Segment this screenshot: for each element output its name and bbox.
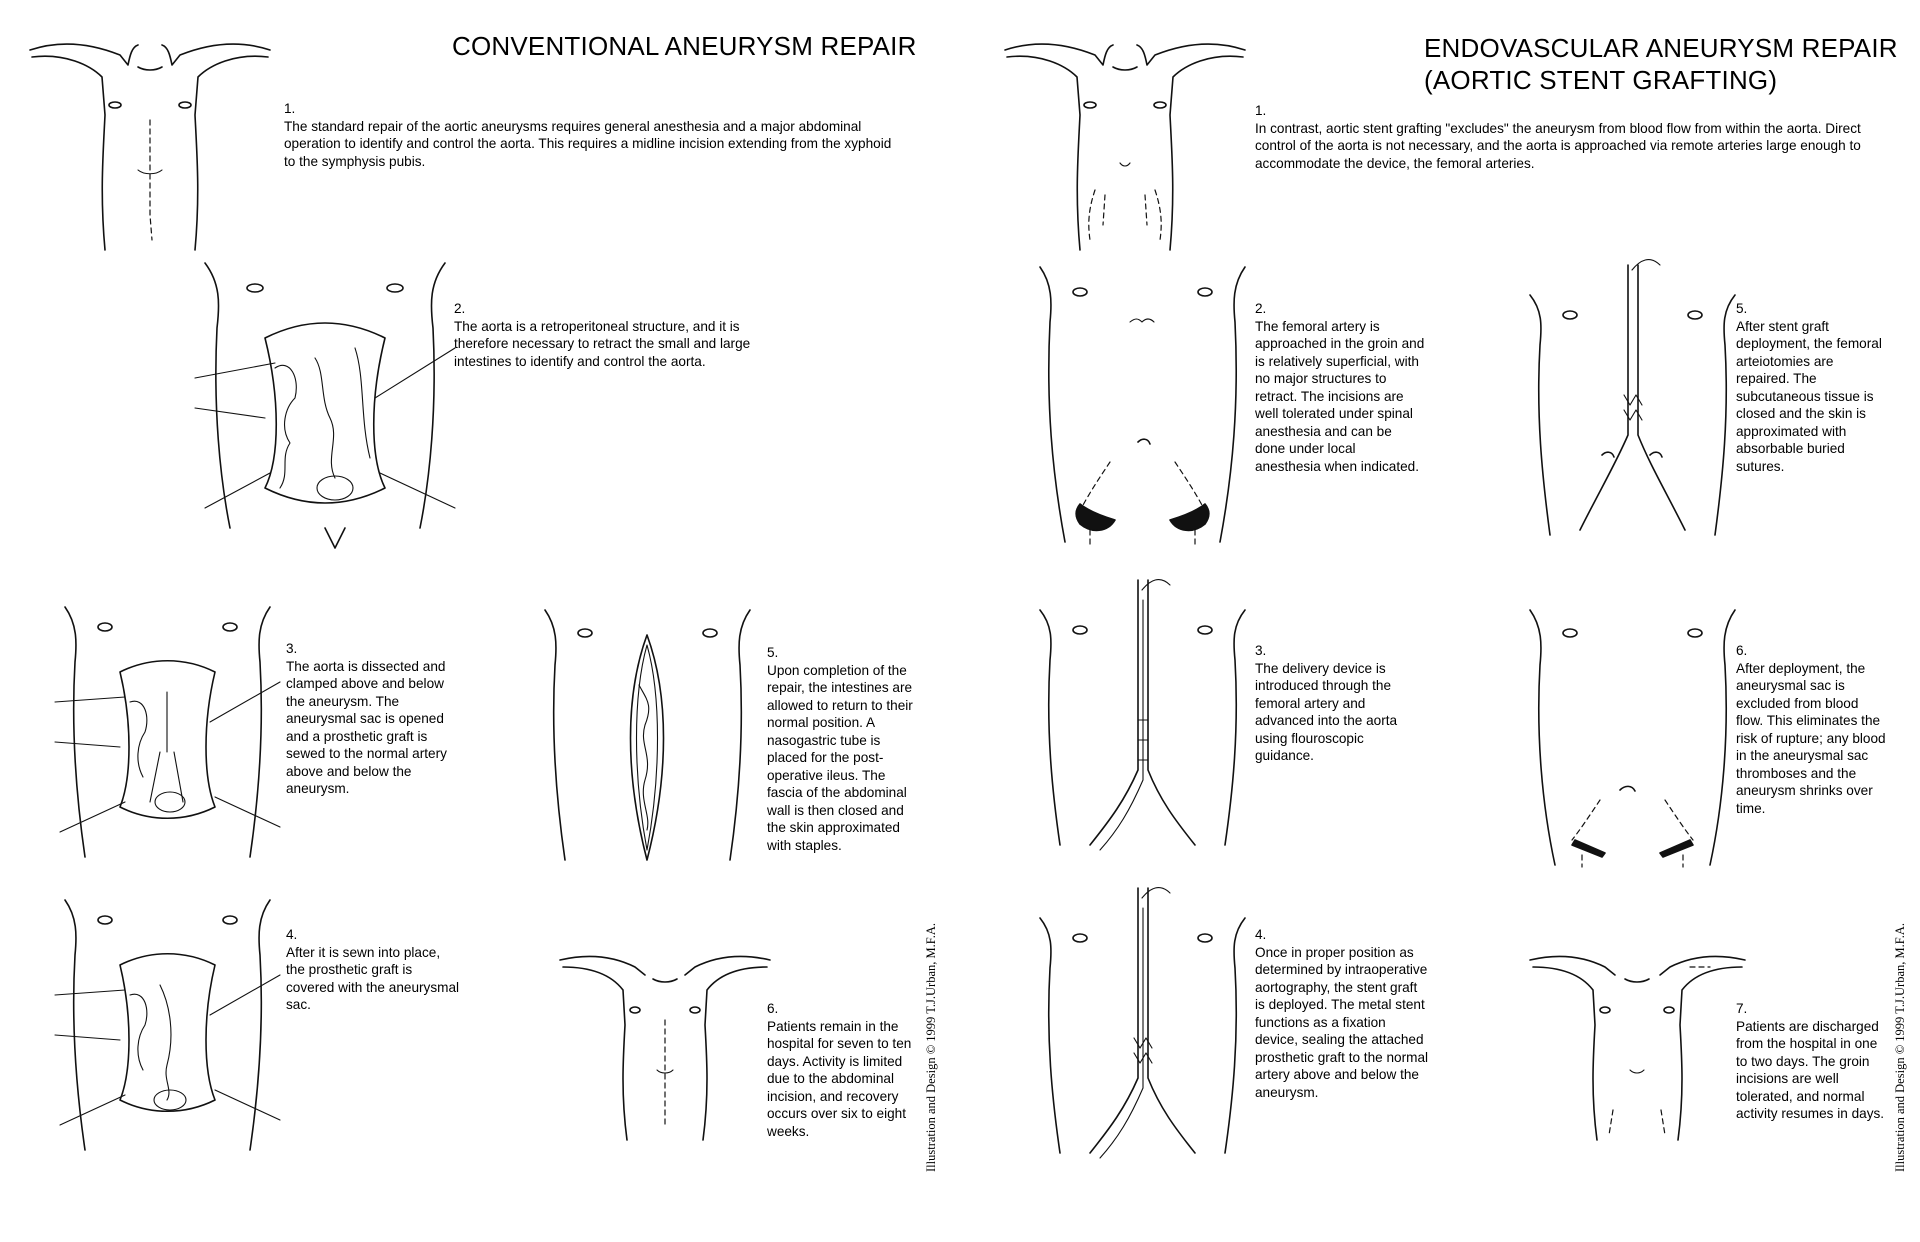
endovascular-step-1 <box>1255 102 1875 172</box>
step-number: 1. <box>1255 103 1267 118</box>
step-number: 2. <box>454 301 466 316</box>
step-text: Patients are discharged from the hospital in one to two days. The groin incisions are well tolerated, and normal activity resumes in days. <box>1736 1018 1885 1121</box>
endovascular-figure-5-repaired-arteriotomies <box>1520 255 1745 545</box>
endovascular-title <box>1424 32 1898 96</box>
endovascular-figure-4-stent-deployed <box>1030 888 1255 1158</box>
endovascular-figure-3-delivery-device <box>1030 580 1255 850</box>
step-text: Upon completion of the repair, the intestines are allowed to return to their normal position. A nasogastric tube is placed for the post-operative ileus. The fascia of the abdominal wall is then closed and the skin approximated with staples. <box>767 662 913 853</box>
step-number: 7. <box>1736 1001 1748 1016</box>
step-text: Patients remain in the hospital for seven to ten days. Activity is limited due to the abdominal incision, and recovery occurs over six to eight weeks. <box>767 1018 912 1139</box>
step-number: 4. <box>286 927 298 942</box>
step-text: After deployment, the aneurysmal sac is excluded from blood flow. This eliminates the risk of rupture; any blood in the aneurysmal sac thromboses and the aneurysm shrinks over time. <box>1736 660 1886 816</box>
conventional-figure-1-torso-incision <box>20 25 280 260</box>
endovascular-step-5 <box>1736 300 1886 475</box>
step-number: 5. <box>767 645 779 660</box>
step-text: The aorta is a retroperitoneal structure, and it is therefore necessary to retract the small and large intestines to identify and control the aorta. <box>454 318 751 369</box>
step-number: 6. <box>1736 643 1748 658</box>
illustration-credit-left: Illustration and Design © 1999 T.J.Urban, M.F.A. <box>924 923 938 1172</box>
endovascular-step-6 <box>1736 642 1886 817</box>
conventional-step-2 <box>454 300 784 370</box>
step-number: 3. <box>1255 643 1267 658</box>
step-number: 4. <box>1255 927 1267 942</box>
conventional-figure-4-graft-covered <box>55 895 280 1155</box>
step-number: 1. <box>284 101 296 116</box>
conventional-figure-3-clamped-aorta <box>55 602 280 862</box>
endovascular-step-2 <box>1255 300 1425 475</box>
conventional-figure-5-closed-abdomen <box>535 605 760 865</box>
conventional-step-6 <box>767 1000 917 1140</box>
endovascular-figure-6-excluded-sac <box>1520 605 1745 870</box>
endovascular-title-line1: ENDOVASCULAR ANEURYSM REPAIR <box>1424 33 1898 63</box>
conventional-step-5 <box>767 644 917 854</box>
step-text: In contrast, aortic stent grafting "excludes" the aneurysm from blood flow from within the aorta. Direct control of the aorta is not necessary, and the aorta is approached via remote arteries large enough to accommodate the device, the femoral arteries. <box>1255 120 1861 171</box>
endovascular-figure-2-groin-incisions <box>1030 262 1255 552</box>
step-text: After stent graft deployment, the femoral arteiotomies are repaired. The subcutaneous tissue is closed and the skin is approximated with absorbable buried sutures. <box>1736 318 1882 474</box>
step-number: 6. <box>767 1001 779 1016</box>
conventional-step-1 <box>284 100 904 170</box>
endovascular-step-7 <box>1736 1000 1886 1123</box>
conventional-figure-6-recovery <box>555 945 775 1145</box>
conventional-title: CONVENTIONAL ANEURYSM REPAIR <box>452 31 917 61</box>
step-text: The femoral artery is approached in the groin and is relatively superficial, with no major structures to retract. The incisions are well tolerated under spinal anesthesia and can be done under local anesthesia when indicated. <box>1255 318 1425 474</box>
endovascular-figure-1-torso <box>995 25 1255 260</box>
step-number: 3. <box>286 641 298 656</box>
step-number: 5. <box>1736 301 1748 316</box>
step-text: The aorta is dissected and clamped above and below the aneurysm. The aneurysmal sac is opened and a prosthetic graft is sewed to the normal artery above and below the aneurysm. <box>286 658 447 796</box>
endovascular-figure-7-discharge <box>1525 945 1750 1145</box>
step-number: 2. <box>1255 301 1267 316</box>
conventional-step-4 <box>286 926 461 1014</box>
step-text: Once in proper position as determined by intraoperative aortography, the stent graft is deployed. The metal stent functions as a fixation device, sealing the attached prosthetic graft to the normal artery above and below the aneurysm. <box>1255 944 1429 1100</box>
step-text: After it is sewn into place, the prosthetic graft is covered with the aneurysmal sac. <box>286 944 460 1012</box>
conventional-step-3 <box>286 640 461 798</box>
endovascular-title-line2: (AORTIC STENT GRAFTING) <box>1424 65 1778 95</box>
conventional-figure-2-retracted-intestines <box>195 258 455 548</box>
endovascular-step-4 <box>1255 926 1430 1101</box>
endovascular-step-3 <box>1255 642 1425 765</box>
illustration-credit-right: Illustration and Design © 1999 T.J.Urban, M.F.A. <box>1893 923 1907 1172</box>
step-text: The standard repair of the aortic aneurysms requires general anesthesia and a major abdominal operation to identify and control the aorta. This requires a midline incision extending from the xyphoid to the symphysis pubis. <box>284 118 892 169</box>
step-text: The delivery device is introduced through the femoral artery and advanced into the aorta using flouroscopic guidance. <box>1255 660 1398 763</box>
